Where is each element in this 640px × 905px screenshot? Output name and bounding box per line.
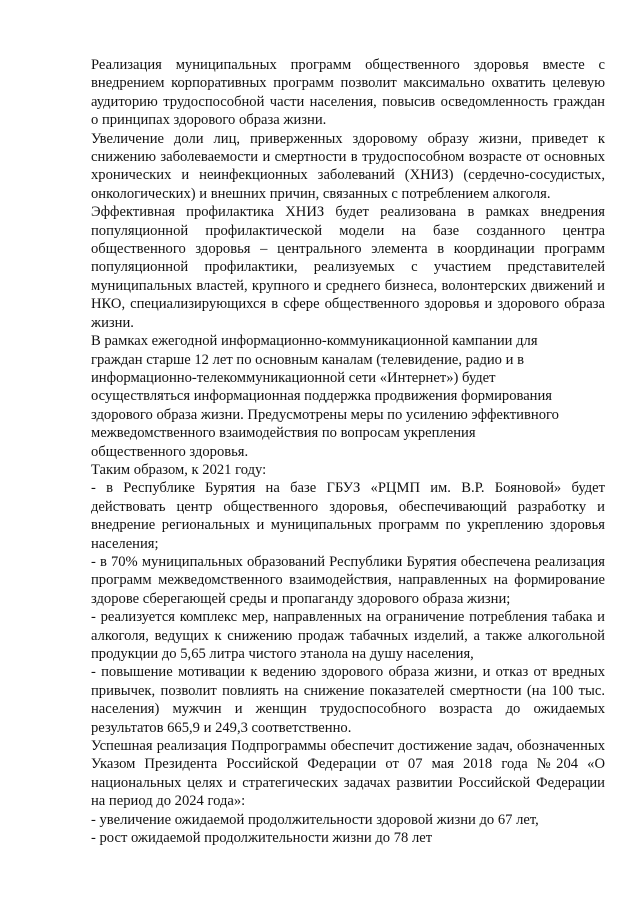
document-body [91,56,605,847]
list-item-municipalities: - в 70% муниципальных образований Республики Бурятия обеспечена реализация программ межведомственного взаимодействия, направленных на формирование здорове сберегающей среды и пропаганду здорового образа жизни; [91,553,605,607]
paragraph-info-campaign: В рамках ежегодной информационно-коммуникационной кампании для граждан старше 12 лет по основным каналам (телевидение, радио и в информационно-телекоммуникационной сети «Интернет») будет осуществляться информационная поддержка продвижения формирования здорового образа жизни. Предусмотрены меры по усилению эффективного межведомственного взаимодействия по вопросам укрепления общественного здоровья. [91,333,559,460]
paragraph-by-2021: Таким образом, к 2021 году: [91,461,267,478]
paragraph-healthy-lifestyle-share: Увеличение доли лиц, приверженных здоровому образу жизни, приведет к снижению заболеваемости и смертности в трудоспособном возрасте от основных хронических и неинфекционных заболеваний (ХНИЗ) (сердечно-сосудистых, онкологических) и внешних причин, связанных с потреблением алкоголя. [91,130,605,202]
list-item-tobacco-alcohol: - реализуется комплекс мер, направленных на ограничение потребления табака и алкоголя, ведущих к снижению продаж табачных изделий, а также алкогольной продукции до 5,65 литра чистого этанола на душу населения, [91,609,605,662]
list-item-motivation: - повышение мотивации к ведению здорового образа жизни, и отказ от вредных привычек, позволит повлиять на снижение показателей смертности (на 100 тыс. населения) мужчин и женщин трудоспособного возраста до ожидаемых результатов 665,9 и 249,3 соответственно. [91,664,605,736]
paragraph-municipal-programs: Реализация муниципальных программ общественного здоровья вместе с внедрением корпоративных программ позволит максимально охватить целевую аудиторию трудоспособной части населения, повысив осведомленность граждан о принципах здорового образа жизни. [91,57,605,129]
list-item-healthy-life-expectancy: - увеличение ожидаемой продолжительности здоровой жизни до 67 лет, [91,811,539,828]
paragraph-successful-implementation: Успешная реализация Подпрограммы обеспечит достижение задач, обозначенных Указом Президента Российской Федерации от 07 мая 2018 года №204 «О национальных целях и стратегических задачах развитии Российской Федерации на период до 2024 года»: [91,738,605,810]
paragraph-hniz-prevention: Эффективная профилактика ХНИЗ будет реализована в рамках внедрения популяционной профилактической модели на базе созданного центра общественного здоровья – центрального элемента в координации программ популяционной профилактики, реализуемых с участием представителей муниципальных властей, крупного и среднего бизнеса, волонтерских движений и НКО, специализирующихся в сфере общественного здоровья и здорового образа жизни. [91,204,605,331]
list-item-life-expectancy: - рост ожидаемой продолжительности жизни до 78 лет [91,830,433,847]
list-item-health-center: - в Республике Бурятия на базе ГБУЗ «РЦМП им. В.Р. Бояновой» будет действовать центр общественного здоровья, обеспечивающий разработку и внедрение региональных и муниципальных программ по укреплению здоровья населения; [91,480,605,552]
